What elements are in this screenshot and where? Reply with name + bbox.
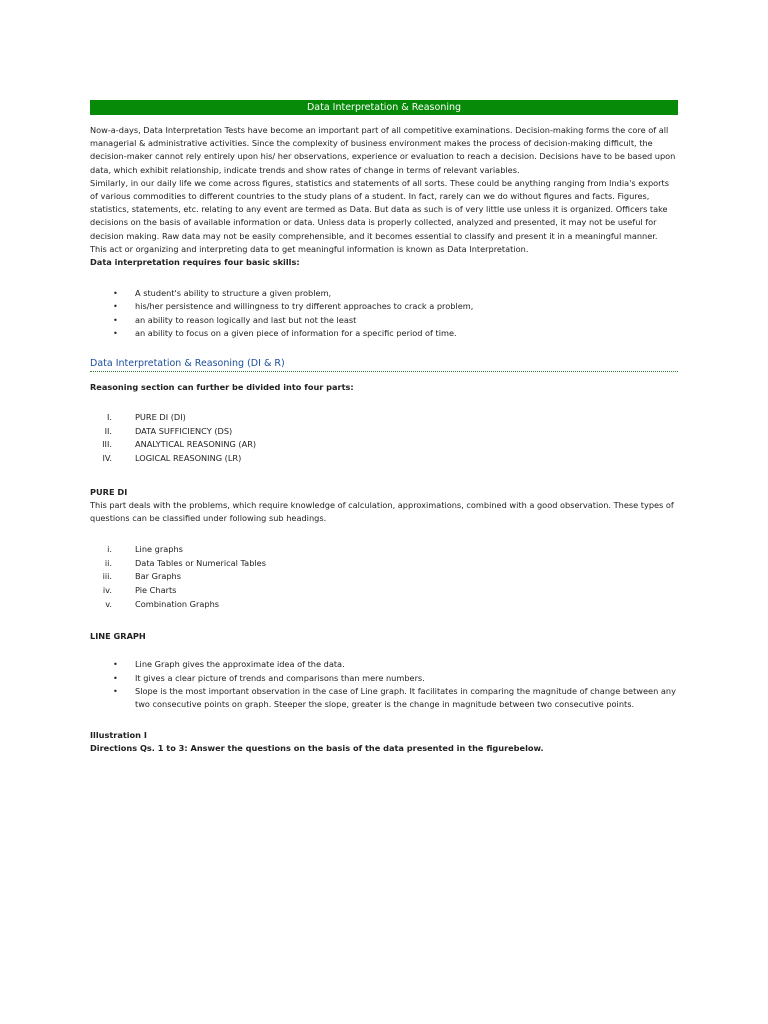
list-item-label: DATA SUFFICIENCY (DS) [135, 425, 233, 436]
list-item-label: LOGICAL REASONING (LR) [135, 453, 242, 464]
skills-list [90, 287, 678, 340]
list-item-label: Bar Graphs [135, 571, 181, 582]
sub-headings-list-item [90, 543, 678, 557]
sub-headings-list-item [90, 598, 678, 612]
list-item-label: Combination Graphs [135, 598, 220, 609]
list-item-label: ANALYTICAL REASONING (AR) [135, 439, 257, 450]
third-paragraph: This act or organizing and interpreting data to get meaningful information is known as Data Interpretation. [90, 243, 529, 254]
skills-list-item: • an ability to reason logically and last but not the least [90, 314, 678, 327]
line-graph-heading: LINE GRAPH [90, 631, 146, 642]
list-marker: III. [102, 439, 112, 450]
parts-list-item [90, 438, 678, 452]
list-marker: IV. [102, 453, 112, 464]
intro-paragraph: Now-a-days, Data Interpretation Tests have become an important part of all competitive examinations. Decision-making forms the core of all managerial & administrative activities. Since the complexity of business environment makes the process of decision-making difficult, the decision-maker cannot rely entirely upon his/ her observations, experience or evaluation to reach a decision. Decisions have to be based upon data, which exhibit relationship, indicate trends and show rates of change in terms of relevant variables. [90, 125, 676, 175]
line-graph-point: • Slope is the most important observation in the case of Line graph. It facilitates in comparing the magnitude of change between any two consecutive points on graph. Steeper the slope, greater is the change in magnitude between two consecutive points. [90, 685, 678, 711]
document-title-bar: Data Interpretation & Reasoning [90, 100, 678, 115]
list-marker: II. [104, 425, 112, 436]
parts-list-item [90, 411, 678, 425]
sub-headings-list [90, 543, 678, 611]
skills-list-item: • an ability to focus on a given piece of information for a specific period of time. [90, 327, 678, 340]
sub-headings-list-item [90, 584, 678, 598]
list-item-label: Pie Charts [135, 585, 177, 596]
pure-di-heading: PURE DI [90, 486, 128, 497]
list-marker: i. [107, 544, 112, 555]
illustration-heading: Illustration I [90, 730, 147, 741]
list-item-label: Data Tables or Numerical Tables [135, 557, 266, 568]
parts-heading: Reasoning section can further be divided into four parts: [90, 382, 354, 393]
skills-list-item: • his/her persistence and willingness to try different approaches to crack a problem, [90, 300, 678, 313]
list-item-label: PURE DI (DI) [135, 412, 186, 423]
parts-list-item [90, 425, 678, 439]
line-graph-point: • Line Graph gives the approximate idea of the data. [90, 658, 678, 671]
parts-list [90, 411, 678, 465]
pure-di-text: This part deals with the problems, which require knowledge of calculation, approximations, combined with a good observation. These types of questions can be classified under following sub headings. [90, 499, 674, 524]
document-page [90, 100, 678, 756]
sub-headings-list-item [90, 570, 678, 584]
skills-list-item: • A student's ability to structure a given problem, [90, 287, 678, 300]
second-paragraph: Similarly, in our daily life we come across figures, statistics and statements of all sorts. These could be anything ranging from India's exports of various commodities to different countries to the study plans of a student. In fact, rarely can we do without figures and facts. Figures, statistics, statements, etc. relating to any event are termed as Data. But data as such is of very little use unless it is organized. Officers take decisions on the basis of available information or data. Unless data is properly collected, analyzed and presented, it may not be useful for decision making. Raw data may not be easily comprehensible, and it becomes essential to classify and present it in a meaningful manner. [90, 177, 670, 241]
list-marker: iii. [102, 571, 112, 582]
list-marker: ii. [104, 557, 112, 568]
section-heading: Data Interpretation & Reasoning (DI & R) [90, 357, 678, 372]
list-item-label: Line graphs [135, 544, 183, 555]
line-graph-points [90, 658, 678, 711]
skills-heading: Data interpretation requires four basic skills: [90, 257, 300, 268]
directions-text: Directions Qs. 1 to 3: Answer the questions on the basis of the data presented in the figurebelow. [90, 743, 544, 754]
sub-headings-list-item [90, 557, 678, 571]
list-marker: v. [105, 598, 112, 609]
parts-list-item [90, 452, 678, 466]
line-graph-point: • It gives a clear picture of trends and comparisons than mere numbers. [90, 672, 678, 685]
list-marker: iv. [102, 585, 112, 596]
list-marker: I. [106, 412, 112, 423]
